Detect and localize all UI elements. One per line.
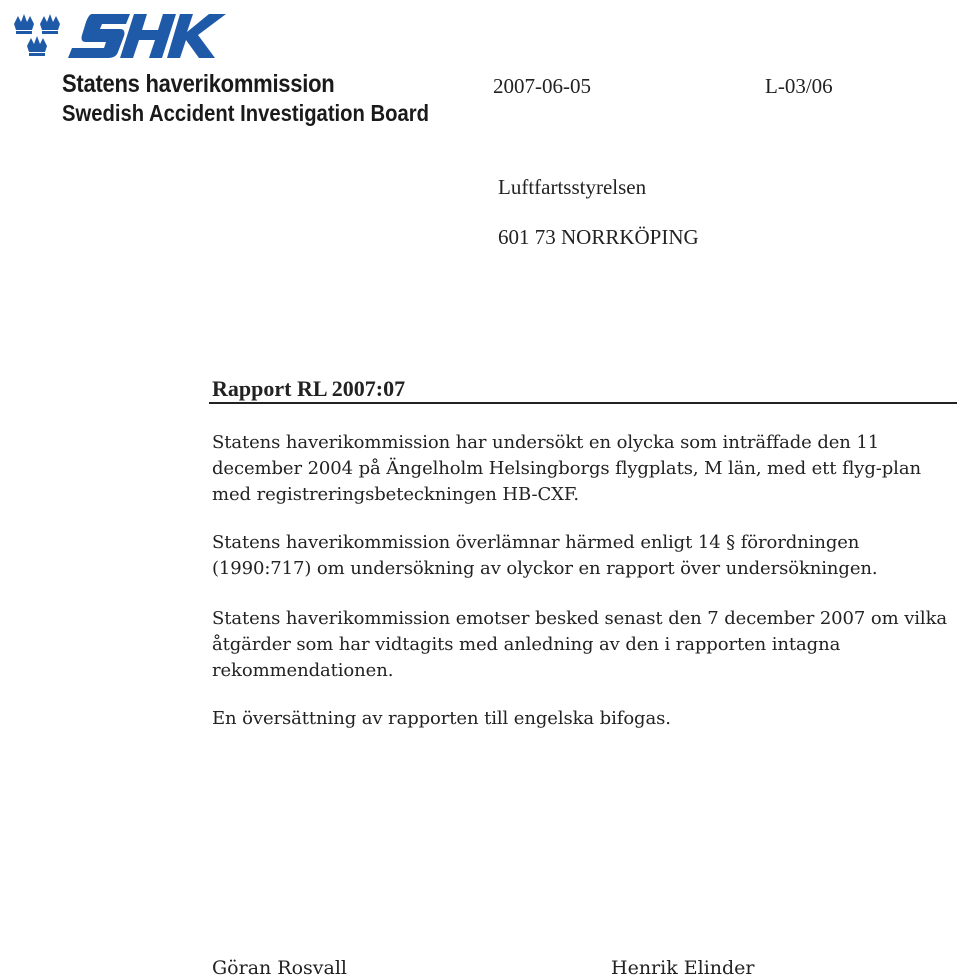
paragraph-investigation: Statens haverikommission har undersökt en olycka som inträffade den 11 december 2004 på Ängelholm Helsingborgs flygplats, M län, med ett flyg-plan med registreringsbeteckningen HB-CXF. [212, 432, 921, 505]
reference-number: L-03/06 [765, 74, 833, 98]
signature-right: Henrik Elinder [611, 957, 755, 979]
three-crowns-logo-icon [10, 10, 350, 70]
signature-left: Göran Rosvall [212, 957, 348, 979]
recipient-name: Luftfartsstyrelsen [498, 175, 647, 199]
report-heading: Rapport RL 2007:07 [212, 376, 406, 401]
heading-divider [209, 402, 957, 404]
paragraph-translation: En översättning av rapporten till engelska bifogas. [212, 708, 671, 729]
org-name-english: Swedish Accident Investigation Board [62, 100, 430, 126]
recipient-address: 601 73 NORRKÖPING [498, 225, 699, 249]
paragraph-response-request: Statens haverikommission emotser besked senast den 7 december 2007 om vilka åtgärder som har vidtagits med anledning av den i rapporten intagna rekommendationen. [212, 608, 948, 681]
org-name: Statens haverikommission [62, 70, 335, 98]
shk-logo [10, 10, 430, 126]
paragraph-submission: Statens haverikommission överlämnar härmed enligt 14 § förordningen (1990:717) om undersökning av olyckor en rapport över undersökningen. [212, 532, 878, 579]
letter-date: 2007-06-05 [493, 74, 591, 98]
